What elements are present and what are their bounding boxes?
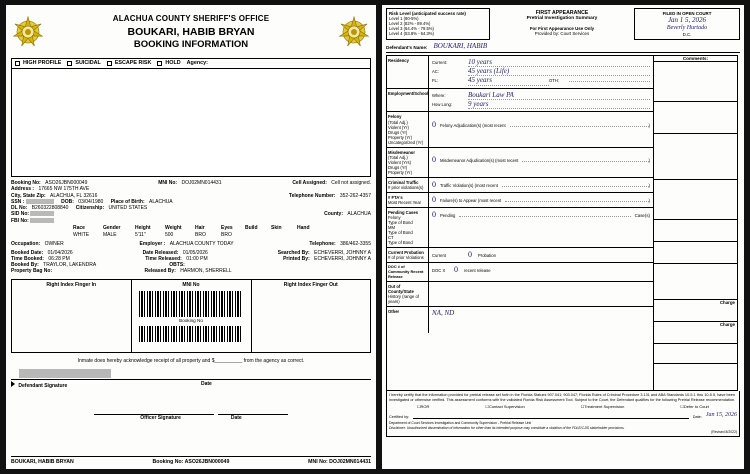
misd-adjudication-close: ): [648, 157, 650, 163]
mugshot-photo-area: [11, 69, 371, 177]
flag-high-profile[interactable]: [12, 59, 64, 68]
val-skin: [271, 232, 297, 238]
comments-cell[interactable]: [654, 102, 737, 134]
booking-information-sheet: [6, 5, 376, 469]
dob-value: 03/04/1980: [78, 198, 104, 205]
fingerprint-out-label: Right Index Finger Out: [283, 281, 338, 288]
fta-sub-0: Most Recent Year: [388, 199, 422, 205]
footer-mni-label: MNI No:: [308, 458, 328, 465]
col-height: Height: [135, 224, 151, 231]
misd-adjudication-label: Misdemeanor Adjudication(s) (most recent: [440, 157, 519, 163]
county-value: ALACHUA: [347, 211, 371, 218]
officer-signature-labels: [11, 415, 371, 421]
release-date-value: 01/05/2026: [182, 249, 208, 256]
booked-by-label: Booked By:: [11, 262, 39, 268]
checkbox-icon[interactable]: [67, 61, 72, 66]
val-eyes: BRO: [221, 232, 232, 238]
filed-label: FILED IN OPEN COURT: [662, 11, 712, 16]
employer-label: Employer :: [139, 241, 166, 248]
inmate-name-title: BOUKARI, HABIB BRYAN: [127, 25, 255, 38]
dl-no-label: DL No:: [11, 205, 28, 211]
probation-current-label: Current: [432, 253, 446, 259]
filed-date: Jan 1 5, 2026: [667, 16, 707, 25]
booking-barcode-label: Booking No: [179, 317, 203, 323]
section-label: Criminal Traffic: [388, 179, 419, 185]
residency-oth-label: OTH:: [549, 78, 560, 84]
flag-label: HOLD: [165, 60, 181, 67]
section-felony: [387, 112, 653, 147]
certified-by-label: Certified by:: [389, 414, 410, 419]
dl-no-value: B260322808840: [31, 205, 69, 211]
section-fta: [387, 193, 653, 208]
col-hand: Hand: [297, 224, 310, 231]
physical-headers: [11, 225, 371, 231]
agency-line-3: (Revised 8/2022): [711, 429, 737, 434]
section-label: Pending Cases: [388, 209, 419, 215]
mni-barcode-label: MNI No: [182, 281, 200, 288]
section-label: # FTA's: [388, 194, 403, 200]
flag-suicidal[interactable]: [64, 59, 103, 68]
section-out-of-county: [387, 282, 653, 307]
col-race: Race: [73, 224, 85, 231]
city-state-zip-value: ALACHUA, FL 32616: [50, 192, 98, 199]
booked-time-value: 06:28 PM: [48, 255, 70, 262]
probation-count-handwritten: 0: [468, 250, 472, 260]
comments-cell[interactable]: [654, 220, 737, 242]
page-title: [45, 14, 337, 51]
defendant-name-row: [386, 42, 740, 52]
footer-booking-label: Booking No:: [152, 458, 184, 465]
comments-cell[interactable]: [654, 344, 737, 364]
comments-cell[interactable]: [654, 62, 737, 102]
address-value: 17665 NW 175TH AVE: [38, 186, 90, 193]
mni-no-value: DOJ02MN014431: [181, 180, 222, 186]
felony-sub-2: Drugs (Yr): [388, 129, 408, 135]
occupation-value: OWNER: [44, 241, 64, 248]
flag-label: HIGH PROFILE: [23, 60, 62, 67]
ssn-label: SSN :: [11, 198, 25, 205]
flags-row: [11, 58, 371, 69]
booking-no-label: Booking No:: [11, 180, 41, 186]
charge-label-2: Charge: [654, 322, 737, 344]
risk-level-4: Level 4 (53.8% - 64.3%): [389, 31, 434, 37]
felony-adjudication-close: ): [648, 123, 650, 129]
val-weight: 500: [165, 232, 174, 238]
comments-cell[interactable]: [654, 242, 737, 264]
fa-title-line3: For First Appearance Use Only: [529, 25, 595, 31]
investigation-summary-body: [386, 55, 740, 392]
felony-sub-0: (Total Adj.): [388, 119, 408, 125]
comments-header: Comments:: [654, 56, 737, 63]
felony-count-handwritten: 0: [432, 120, 436, 130]
fbi-no-label: FBI No:: [11, 217, 29, 224]
checkbox-icon[interactable]: [107, 61, 112, 66]
section-employment: [387, 89, 653, 113]
employment-where-value: Boukari Law PA: [468, 91, 650, 100]
summary-sections: [386, 55, 654, 392]
col-gender: Gender: [103, 224, 121, 231]
pending-count-handwritten: 0: [432, 209, 436, 219]
col-hair: Hair: [195, 224, 205, 231]
defendant-name-label: Defendant's Name:: [386, 45, 428, 51]
residency-current-value: 10 years: [468, 58, 650, 67]
traffic-violation-close: ): [648, 182, 650, 188]
doc-recent-release-label: recent release: [464, 268, 491, 274]
certified-date-value: Jan 15, 2026: [705, 412, 737, 419]
out-of-county-sub-0: History (range of years): [388, 294, 419, 305]
employment-howlong-label: How Long:: [432, 102, 453, 108]
option-contact-supervision[interactable]: ☐Contact Supervision: [485, 403, 525, 409]
flag-escape-risk[interactable]: [104, 59, 155, 68]
physical-values: [11, 232, 371, 238]
risk-level-3: Level 3 (64.4% - 79.5%): [389, 26, 434, 32]
barcode-icon-2: [139, 326, 243, 342]
col-eyes: Eyes: [221, 224, 233, 231]
officer-signature-lines: [11, 405, 371, 415]
date-label: Date: [201, 380, 212, 387]
traffic-violation-label: Traffic Violation(s) (most recent: [440, 182, 498, 188]
comments-column: [654, 55, 738, 392]
employment-howlong-value: 9 years: [468, 100, 650, 109]
printed-by-value: ECHEVERRI, JOHNNY A: [314, 255, 371, 262]
property-bag-label: Property Bag No:: [11, 268, 53, 275]
employment-where-label: Where:: [432, 92, 446, 98]
section-label: Current Probation: [388, 250, 424, 256]
release-options: [389, 405, 737, 410]
sheet-header: [11, 9, 371, 55]
section-label: DOC # of Community Recent Release: [387, 263, 429, 281]
pending-sub-5: Type of Bond: [388, 240, 413, 246]
employer-phone-value: 386/462-3355: [340, 241, 371, 248]
val-race: WHITE: [73, 232, 90, 238]
traffic-sub-0: # prior violations(s): [388, 184, 424, 190]
right-index-finger-in-box: [12, 280, 132, 352]
telephone-label: Telephone Number:: [288, 192, 336, 199]
sid-fbi-row: [11, 211, 371, 224]
footer-mni-value: DOJ02MN014431: [329, 458, 371, 465]
release-time-value: 01:00 PM: [186, 255, 208, 262]
flag-label: SUICIDAL: [75, 60, 101, 67]
sheriff-star-badge-icon-right: [337, 15, 371, 49]
section-label: Residency: [387, 56, 429, 88]
comments-cell[interactable]: [654, 134, 737, 180]
checkbox-icon[interactable]: [157, 61, 162, 66]
section-criminal-traffic: [387, 178, 653, 193]
section-current-probation: [387, 248, 653, 263]
defendant-signature-label: [11, 381, 131, 389]
first-appearance-title: [493, 8, 631, 40]
val-hair: BRO: [195, 232, 206, 238]
agency-line-2: Disclaimer: Unauthorized dissemination of information for other than its intended purpose may constitute a violation of the FDLE/CJIS stakeholder provisions.: [389, 425, 625, 430]
officer-signature-label: Officer Signature: [140, 415, 181, 421]
misd-sub-0: (Total Adj.): [388, 154, 408, 160]
doc-count-handwritten: 0: [454, 265, 458, 275]
booking-no-value: ASO26JBN000049: [45, 180, 88, 186]
barcode-box: [132, 280, 252, 352]
traffic-count-handwritten: 0: [432, 179, 436, 189]
agency-label: Agency:: [186, 60, 208, 67]
pending-sub-3: Type of Bond: [388, 230, 413, 236]
certified-date-label: Date:: [692, 414, 702, 419]
misd-sub-1: Violent (Yrs): [388, 159, 411, 165]
col-weight: Weight: [165, 224, 182, 231]
filed-in-open-court-box: [634, 8, 740, 40]
property-bag-row: [11, 268, 371, 274]
section-label: Employment/School: [387, 89, 429, 112]
city-state-zip-label: City, State Zip:: [11, 192, 46, 199]
fingerprint-section: [11, 279, 371, 353]
option-treatment-supervision[interactable]: ☐Treatment Supervision: [580, 403, 625, 409]
defendant-name-value: BOUKARI, HABIB: [433, 42, 488, 51]
agency-title: ALACHUA COUNTY SHERIFF'S OFFICE: [112, 13, 270, 23]
footer-name: BOUKARI, HABIB BRYAN: [11, 458, 74, 465]
risk-level-2: Level 2 (82% - 89.4%): [389, 21, 431, 27]
defendant-signature-line[interactable]: [11, 368, 371, 380]
section-label: Other: [387, 307, 429, 333]
citizenship-label: Citizenship:: [75, 205, 105, 211]
occupation-label: Occupation:: [11, 241, 41, 248]
address-label: Address :: [11, 186, 35, 193]
section-residency: [387, 56, 653, 89]
released-by-label: Released By:: [144, 268, 176, 275]
option-defer-to-court[interactable]: ☐Defer to Court: [680, 403, 709, 409]
fa-title-line2: Pretrial Investigation Summary: [526, 16, 598, 22]
val-build: [245, 232, 271, 238]
comments-cell[interactable]: [654, 264, 737, 300]
section-label: Felony: [388, 114, 402, 120]
certified-by-line[interactable]: [413, 418, 688, 419]
pending-sub-0: Felony: [388, 214, 401, 220]
pob-label: Place of Birth:: [110, 198, 145, 205]
sheriff-star-badge-icon: [11, 15, 45, 49]
released-by-value: HARMON, SHERRELL: [180, 268, 232, 275]
val-height: 5'11": [135, 232, 146, 238]
section-doc-release: [387, 263, 653, 282]
section-label: Misdemeanor: [388, 149, 415, 155]
checkbox-icon[interactable]: [15, 61, 20, 66]
other-handwritten-value: NA, ND: [432, 309, 455, 318]
searched-by-label: Searched By:: [277, 249, 310, 256]
certified-by-row: [389, 412, 737, 419]
risk-level-1: Level 1 (80-5%): [389, 16, 419, 22]
left-footer: [11, 456, 371, 466]
col-skin: Skin: [271, 224, 282, 231]
officer-date-label: Date: [230, 415, 242, 421]
booked-date-value: 01/04/2026: [47, 249, 73, 256]
defendant-signature-text: Defendant Signature: [18, 382, 68, 389]
pending-cases-label: Case(s): [634, 212, 650, 218]
flag-label: ESCAPE RISK: [114, 60, 152, 67]
cell-assigned-value: Cell not assigned.: [331, 180, 371, 186]
section-misdemeanor: [387, 148, 653, 178]
fta-close: ): [648, 197, 650, 203]
flag-hold[interactable]: [154, 59, 183, 68]
doc-label: DOC X: [432, 268, 446, 274]
booking-details: [11, 180, 371, 275]
printed-by-label: Printed By:: [283, 255, 310, 262]
footer-booking-value: ASO26JBN000049: [184, 458, 230, 465]
risk-level-title: Risk Level (anticipated success rate): [389, 11, 466, 16]
misd-sub-2: Drugs (Yr): [388, 164, 408, 170]
val-hand: [297, 232, 323, 238]
residency-ac-label: AC:: [432, 68, 439, 74]
fta-count-handwritten: 0: [432, 194, 436, 204]
dob-label: DOB:: [61, 198, 74, 205]
residency-oth-value: [569, 81, 650, 82]
employer-phone-label: Telephone:: [309, 241, 336, 248]
risk-level-box: [386, 8, 490, 40]
fa-title-line1: FIRST APPEARANCE: [535, 10, 589, 16]
employer-value: ALACHUA COUNTY TODAY: [169, 241, 234, 248]
dc-label: D.C.: [682, 31, 692, 37]
residency-fl-label: FL:: [432, 78, 439, 84]
fingerprint-in-label: Right Index Finger In: [46, 281, 97, 288]
telephone-value: 352-262-4357: [339, 192, 371, 199]
obts-label: OBTS:: [169, 262, 185, 268]
booked-by-value: TRAYLOR, LAKENDRA: [43, 262, 97, 268]
felony-sub-3: Property (Yr): [388, 134, 412, 140]
form-title: BOOKING INFORMATION: [133, 38, 249, 50]
officer-date-line[interactable]: [218, 405, 288, 415]
black-triangle-pointer-icon: [11, 381, 15, 387]
release-time-label: Time Released:: [145, 255, 182, 262]
signature-redaction: [19, 369, 111, 378]
option-ror[interactable]: ☐ROR: [416, 403, 430, 409]
fta-label: Failure(s) to Appear (most recent: [440, 197, 502, 203]
col-build: Build: [245, 224, 258, 231]
signature-area: [11, 368, 371, 422]
pending-sub-1: Type of Bond: [388, 220, 413, 226]
residency-fl-value: 45 years: [468, 76, 549, 85]
employment-row: [11, 241, 371, 247]
booked-date-label: Booked Date:: [11, 249, 44, 256]
certification-disclaimer: I hereby certify that the information provided for pretrial release set forth in the Florida Statues 907.041; 903.047; Florida Rules of Criminal Procedure 3.131 and ABA Standards 10-5.1 thru 10-5.5, have been investigated or otherwise verified. This assessment conforms with the validated Florida Risk Assessment Tool. Subject to the Court, the Defendant qualifies for the following Pretrial Release recommendation.: [389, 393, 736, 402]
clerk-signature: Beverly Hurtado: [666, 24, 708, 31]
charge-label-1: Charge: [654, 300, 737, 322]
county-label: County:: [324, 211, 343, 218]
fbi-redaction: [30, 218, 54, 223]
felony-sub-1: Violent (Yr): [388, 124, 409, 130]
section-other: [387, 307, 653, 333]
section-pending-cases: [387, 208, 653, 248]
section-label: Out of County/State: [388, 284, 414, 295]
signature-labels: [11, 381, 371, 389]
ssn-redaction: [26, 199, 54, 204]
residency-ac-value: 45 years (Life): [468, 67, 650, 76]
residency-current-label: Current:: [432, 59, 448, 65]
sid-redaction: [30, 211, 54, 216]
mni-no-label: MNI No:: [158, 180, 178, 186]
barcode-icon: [139, 291, 243, 317]
misd-sub-3: Property (Yr): [388, 169, 412, 175]
felony-adjudication-label: Felony Adjudication(s) (most recent: [440, 123, 506, 129]
cell-assigned-label: Cell Assigned:: [292, 180, 327, 186]
agency-line-1: Department of Court Services Investigation and Community Supervision - Pretrial Release Unit: [389, 421, 532, 426]
pending-sub-4: CT: [388, 235, 394, 241]
probation-sub-0: # of prior Violations: [388, 255, 424, 261]
right-header: [386, 8, 740, 40]
citizenship-value: UNITED STATES: [108, 205, 148, 211]
fa-title-line4: Provided by: Court Services: [534, 31, 590, 37]
sid-no-label: SID No:: [11, 211, 30, 218]
agency-fine-print: [389, 421, 737, 433]
pending-label: Pending: [440, 212, 456, 218]
release-date-label: Date Released:: [142, 249, 179, 256]
comments-cell[interactable]: [654, 180, 737, 220]
flag-agency: [184, 59, 370, 68]
pob-value: ALACHUA: [149, 198, 173, 205]
certification-footer: [386, 391, 740, 437]
pending-sub-2: MM: [388, 225, 395, 231]
searched-by-value: ECHEVERRI, JOHNNY A: [314, 249, 371, 256]
acknowledgement-text: Inmate does hereby acknowledge receipt of all property and $__________ from the agency as correct.: [77, 357, 305, 364]
officer-signature-line[interactable]: [94, 405, 214, 415]
right-index-finger-out-box: [252, 280, 371, 352]
booked-time-label: Time Booked:: [11, 255, 44, 262]
first-appearance-sheet: [382, 5, 744, 469]
felony-sub-4: Uncategorized (Yr): [388, 139, 424, 145]
val-gender: MALE: [103, 232, 117, 238]
comments-cell[interactable]: [654, 364, 737, 390]
probation-value-label: Probation: [478, 253, 496, 259]
misd-count-handwritten: 0: [432, 154, 436, 164]
